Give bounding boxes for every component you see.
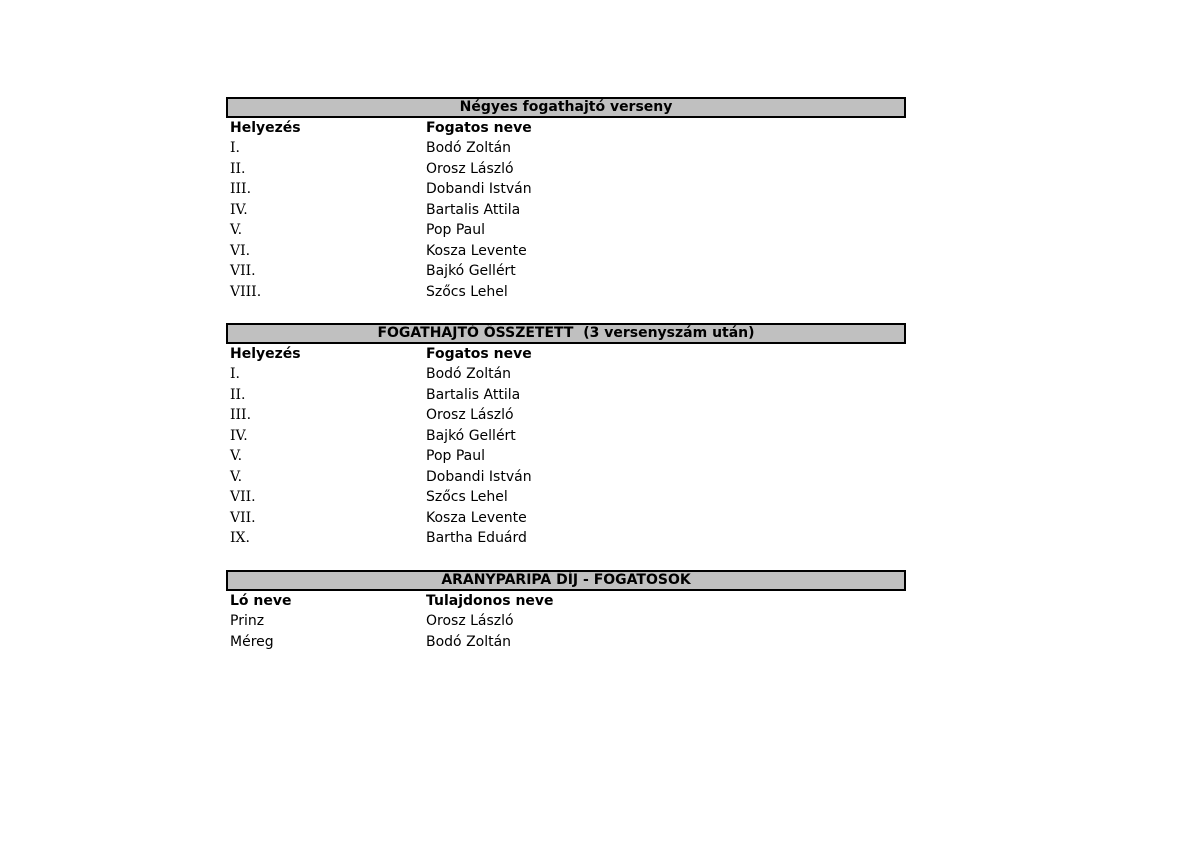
horse-name-cell: Prinz [230, 613, 265, 629]
table-row [226, 405, 906, 426]
column-headers [226, 344, 906, 364]
name-cell: Bajkó Gellért [426, 427, 516, 444]
placement-cell: V. [230, 468, 243, 485]
placement-cell: VIII. [230, 283, 262, 300]
name-cell: Szőcs Lehel [426, 283, 508, 300]
placement-cell: VII. [230, 489, 256, 505]
placement-cell: IV. [230, 201, 248, 218]
name-cell: Kosza Levente [426, 242, 527, 259]
table-row [226, 179, 906, 200]
table-row [226, 487, 906, 508]
name-cell: Pop Paul [426, 448, 486, 464]
name-cell: Bodó Zoltán [426, 140, 512, 156]
name-cell: Kosza Levente [426, 509, 527, 526]
owner-name-cell: Orosz László [426, 613, 514, 629]
column-header-owner-name: Tulajdonos neve [426, 593, 554, 609]
placement-cell: IX. [230, 530, 250, 546]
name-cell: Pop Paul [426, 222, 486, 238]
section-negyes-fogathajto [226, 97, 906, 302]
name-cell: Dobandi István [426, 468, 532, 485]
column-header-horse-name: Ló neve [230, 593, 292, 609]
placement-cell: I. [230, 366, 240, 382]
table-row [226, 159, 906, 180]
table-row [226, 611, 906, 632]
table-row [226, 528, 906, 549]
section-fogathajto-osszetett [226, 323, 906, 549]
placement-cell: V. [230, 448, 243, 464]
name-cell: Bartha Eduárd [426, 530, 527, 546]
name-cell: Szőcs Lehel [426, 489, 508, 505]
column-header-placement: Helyezés [230, 120, 301, 136]
name-cell: Bodó Zoltán [426, 366, 512, 382]
table-row [226, 200, 906, 221]
column-header-driver-name: Fogatos neve [426, 346, 532, 362]
name-cell: Dobandi István [426, 181, 532, 197]
table-row [226, 241, 906, 262]
horse-name-cell: Méreg [230, 633, 274, 650]
placement-cell: III. [230, 181, 252, 197]
table-row [226, 508, 906, 529]
section-aranyparipa-dij [226, 570, 906, 652]
placement-cell: VI. [230, 242, 251, 259]
name-cell: Orosz László [426, 160, 514, 177]
name-cell: Bartalis Attila [426, 201, 521, 218]
section-title: Négyes fogathajtó verseny [226, 97, 906, 118]
owner-name-cell: Bodó Zoltán [426, 633, 512, 650]
placement-cell: V. [230, 222, 243, 238]
table-row [226, 632, 906, 653]
placement-cell: III. [230, 407, 252, 423]
table-row [226, 220, 906, 241]
table-row [226, 385, 906, 406]
section-title: FOGATHAJTÓ ÖSSZETETT (3 versenyszám után) [226, 323, 906, 344]
table-row [226, 261, 906, 282]
table-row [226, 282, 906, 303]
table-row [226, 138, 906, 159]
placement-cell: IV. [230, 427, 248, 444]
table-row [226, 364, 906, 385]
column-headers [226, 591, 906, 611]
name-cell: Bajkó Gellért [426, 263, 516, 279]
placement-cell: II. [230, 160, 246, 177]
name-cell: Bartalis Attila [426, 386, 521, 403]
column-header-driver-name: Fogatos neve [426, 120, 532, 136]
table-row [226, 467, 906, 488]
placement-cell: II. [230, 386, 246, 403]
placement-cell: VII. [230, 509, 256, 526]
section-title: ARANYPARIPA DÍJ - FOGATOSOK [226, 570, 906, 591]
column-headers [226, 118, 906, 138]
table-row [226, 446, 906, 467]
table-row [226, 426, 906, 447]
name-cell: Orosz László [426, 407, 514, 423]
placement-cell: I. [230, 140, 240, 156]
placement-cell: VII. [230, 263, 256, 279]
column-header-placement: Helyezés [230, 346, 301, 362]
